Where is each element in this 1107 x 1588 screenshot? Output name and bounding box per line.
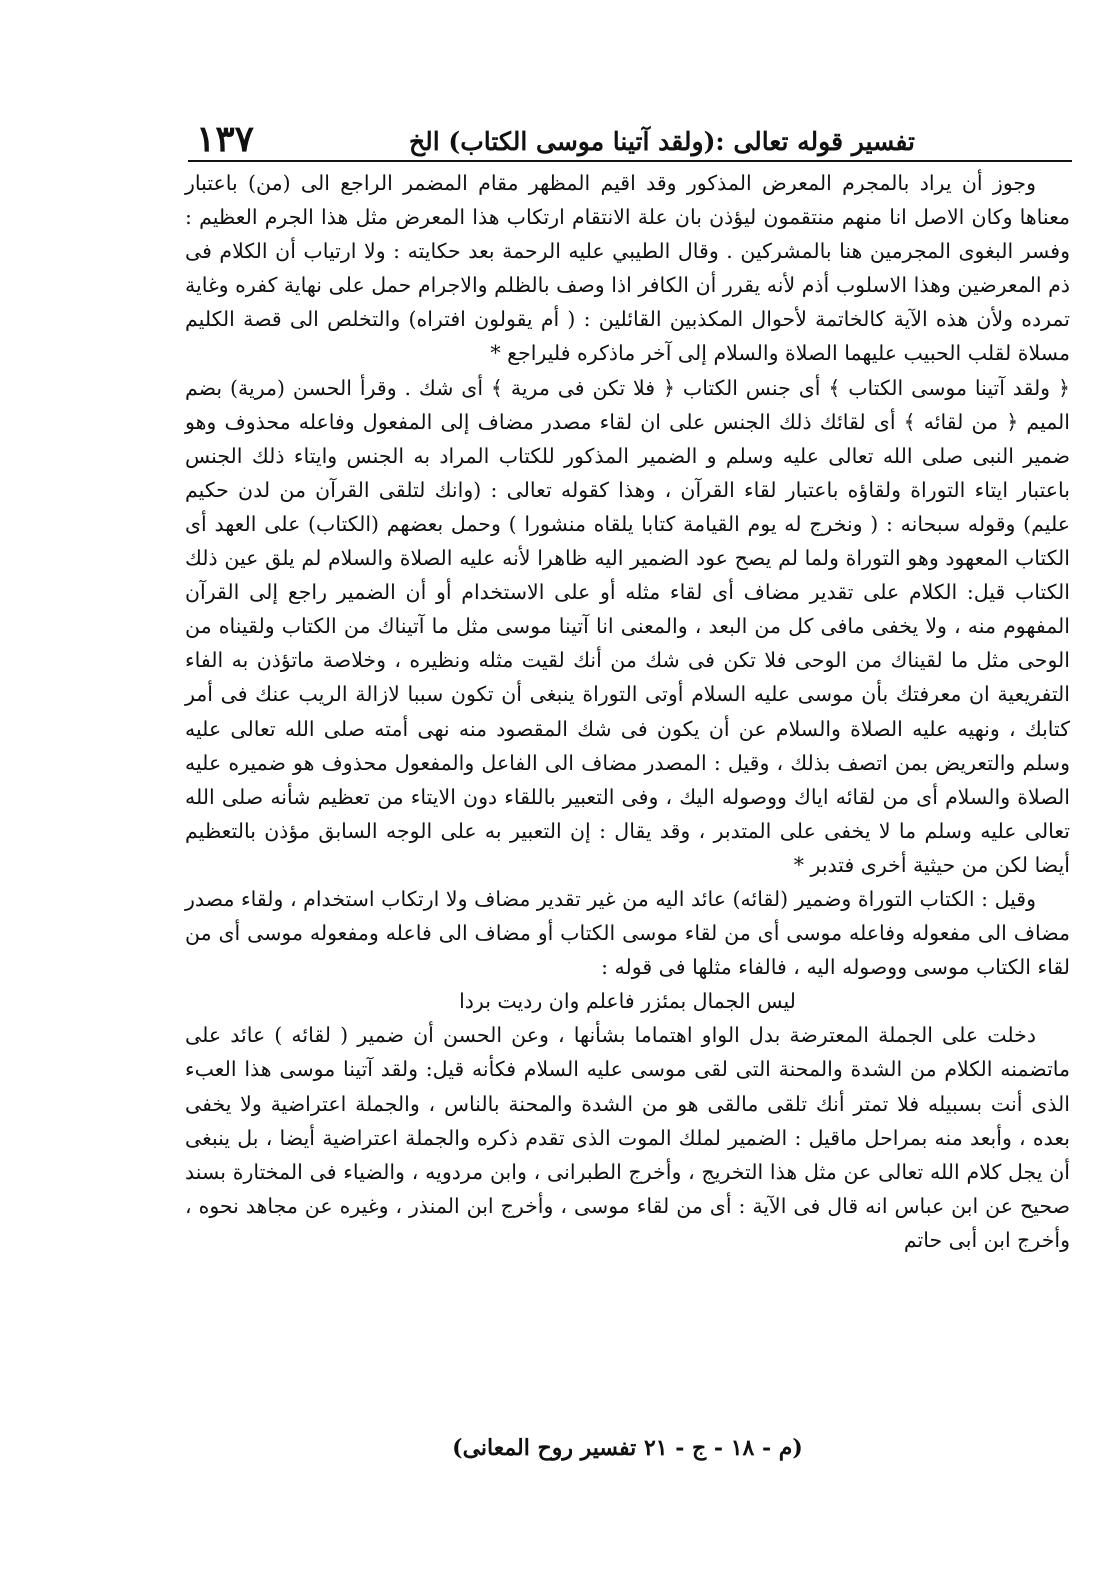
- main-text: [185, 166, 1070, 1257]
- paragraph: ﴿ ولقد آتينا موسى الكتاب ﴾ أى جنس الكتاب ﴿ فلا تكن فى مرية ﴾ أى شك . وقرأ الحسن (مرية) بضم الميم ﴿ من لقائه ﴾ أى لقائك ذلك الجنس على ان لقاء مصدر مضاف إلى المفعول وفاعله محذوف وهو ضمير النبى صلى الله تعالى عليه وسلم و الضمير المذكور للكتاب المراد به الجنس وايتاء ذلك الجنس باعتبار ايتاء التوراة ولقاؤه باعتبار لقاء القرآن ، وهذا كقوله تعالى : (وانك لتلقى القرآن من لدن حكيم عليم) وقوله سبحانه : ( ونخرج له يوم القيامة كتابا يلقاه منشورا ) وحمل بعضهم (الكتاب) على العهد أى الكتاب المعهود وهو التوراة ولما لم يصح عود الضمير اليه ظاهرا لأنه عليه الصلاة والسلام لم يلق عين ذلك الكتاب قيل: الكلام على تقدير مضاف أى لقاء مثله أو على الاستخدام أو أن الضمير راجع إلى القرآن المفهوم منه ، ولا يخفى مافى كل من البعد ، والمعنى انا آتينا موسى مثل ما آتيناك من الكتاب ولقيناه من الوحى مثل ما لقيناك من الوحى فلا تكن فى شك من أنك لقيت مثله ونظيره ، وخلاصة ماتؤذن به الفاء التفريعية ان معرفتك بأن موسى عليه السلام أوتى التوراة ينبغى أن تكون سببا لازالة الريب عنك فى أمر كتابك ، ونهيه عليه الصلاة والسلام عن أن يكون فى شك المقصود منه نهى أمته صلى الله تعالى عليه وسلم والتعريض بمن اتصف بذلك ، وقيل : المصدر مضاف الى الفاعل والمفعول محذوف هو ضميره عليه الصلاة والسلام أى من لقائه اياك ووصوله اليك ، وفى التعبير باللقاء دون الايتاء من تعظيم شأنه صلى الله تعالى عليه وسلم ما لا يخفى على المتدبر ، وقد يقال : إن التعبير به على الوجه السابق مؤذن بالتعظيم أيضا لكن من حيثية أخرى فتدبر *: [185, 375, 1070, 877]
- running-title: تفسير قوله تعالى :(ولقد آتينا موسى الكتاب) الخ: [409, 127, 915, 156]
- header-rule: [188, 160, 1072, 162]
- paragraph: وجوز أن يراد بالمجرم المعرض المذكور وقد اقيم المظهر مقام المضمر الراجع الى (من) باعتبار معناها وكان الاصل انا منهم منتقمون ليؤذن بان علة الانتقام ارتكاب هذا المعرض مثل هذا الجرم العظيم : وفسر البغوى المجرمين هنا بالمشركين . وقال الطيبي عليه الرحمة بعد حكايته : ولا ارتياب أن الكلام فى ذم المعرضين وهذا الاسلوب أذم لأنه يقرر أن الكافر اذا وصف بالظلم والاجرام حمل على نهاية كفره وغاية تمرده ولأن هذه الآية كالخاتمة لأحوال المكذبين القائلين : ( أم يقولون افتراه) والتخلص الى قصة الكليم مسلاة لقلب الحبيب عليهما الصلاة والسلام إلى آخر ماذكره فليراجع *: [185, 171, 1070, 366]
- page-signature: (م - ١٨ - ج - ٢١ تفسير روح المعانى): [452, 1435, 803, 1461]
- paragraph: دخلت على الجملة المعترضة بدل الواو اهتماما بشأنها ، وعن الحسن أن ضمير ( لقائه ) عائد على ماتضمنه الكلام من الشدة والمحنة التى لقى موسى عليه السلام فكأنه قيل: ولقد آتينا موسى هذا العبء الذى أنت بسبيله فلا تمتر أنك تلقى مالقى هو من الشدة والمحنة بالناس ، والجملة اعتراضية ولا يخفى بعده ، وأبعد منه بمراحل ماقيل : الضمير لملك الموت الذى تقدم ذكره والجملة اعتراضية أيضا ، بل ينبغى أن يجل كلام الله تعالى عن مثل هذا التخريج ، وأخرج الطبرانى ، وابن مردويه ، والضياء فى المختارة بسند صحيح عن ابن عباس انه قال فى الآية : أى من لقاء موسى ، وأخرج ابن المنذر ، وغيره عن مجاهد نحوه ، وأخرج ابن أبى حاتم: [185, 1023, 1070, 1252]
- page-number: ١٣٧: [196, 118, 255, 160]
- poetry-verse: ليس الجمال بمئزر فاعلم وان رديت بردا: [459, 989, 796, 1014]
- paragraph: وقيل : الكتاب التوراة وضمير (لقائه) عائد اليه من غير تقدير مضاف ولا ارتكاب استخدام ، ولقاء مصدر مضاف الى مفعوله وفاعله موسى أى من لقاء موسى الكتاب أو مضاف الى فاعله ومفعوله موسى أى من لقاء الكتاب موسى ووصوله اليه ، فالفاء مثلها فى قوله :: [185, 886, 1070, 980]
- page-header: [190, 112, 1070, 162]
